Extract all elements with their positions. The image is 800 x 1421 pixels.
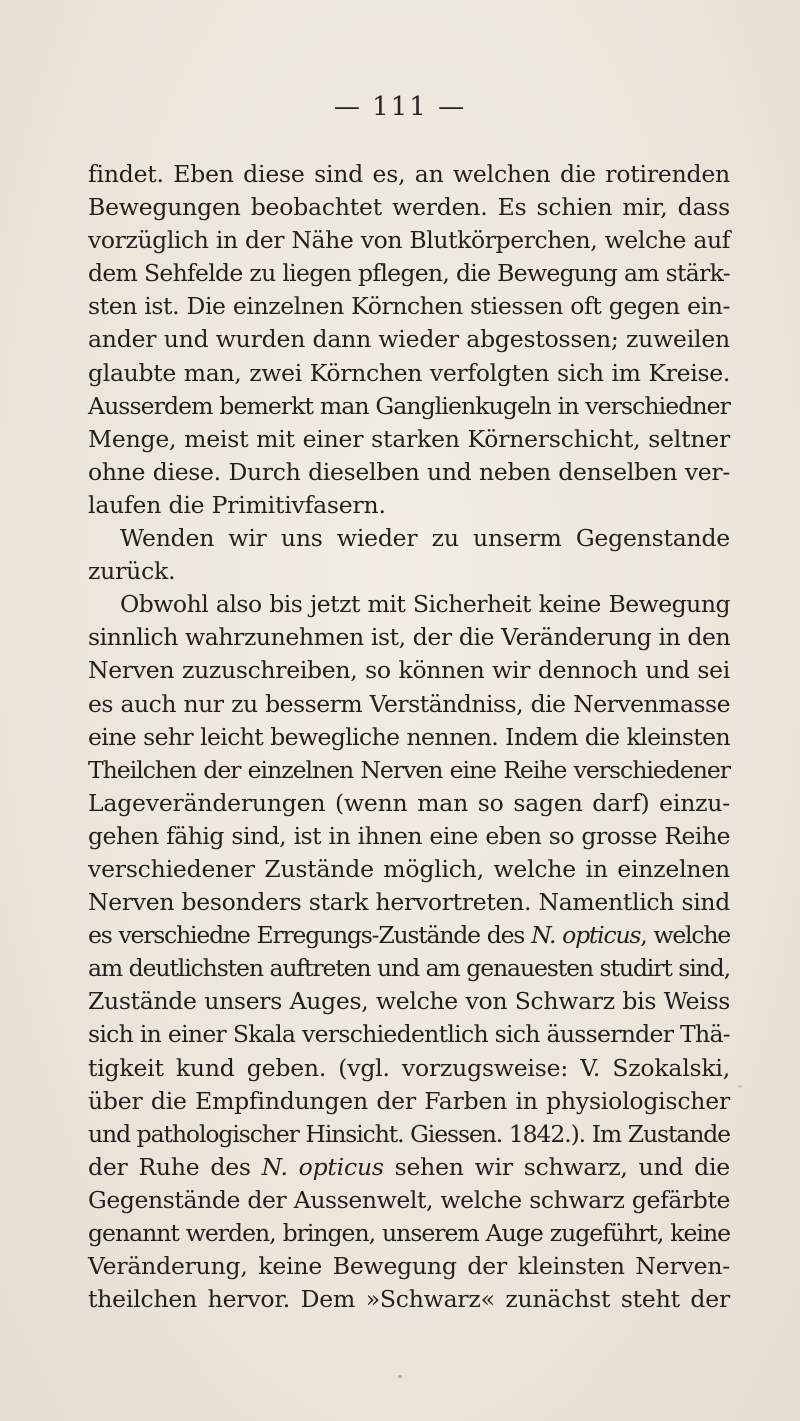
text-line: verschiedener Zustände möglich, welche in einzelnen [88,854,730,883]
text-line: am deutlichsten auftreten und am genauesten studirt sind, [88,954,730,983]
text-line: ohne diese. Durch dieselben und neben denselben ver- [88,457,730,486]
text-line: sten ist. Die einzelnen Körnchen stiessen oft gegen ein- [88,292,730,321]
text-line: Theilchen der einzelnen Nerven eine Reihe verschiedener [88,755,730,784]
text-line: Obwohl also bis jetzt mit Sicherheit keine Bewegung [120,590,730,619]
text-line: laufen die Primitivfasern. [88,490,386,519]
text-line: Nerven besonders stark hervortreten. Namentlich sind [88,888,730,917]
text-line: glaubte man, zwei Körnchen verfolgten sich im Kreise. [88,358,730,387]
text-line: Veränderung, keine Bewegung der kleinsten Nerven- [88,1252,730,1281]
text-line: theilchen hervor. Dem »Schwarz« zunächst steht der [88,1285,730,1314]
text-line: Lageveränderungen (wenn man so sagen darf) einzu- [88,788,730,817]
text-line: sinnlich wahrzunehmen ist, der die Veränderung in den [88,623,731,652]
text-line: eine sehr leicht bewegliche nennen. Indem die kleinsten [88,722,730,751]
text-line: Menge, meist mit einer starken Körnerschicht, seltner [88,424,730,453]
text-line: genannt werden, bringen, unserem Auge zugeführt, keine [88,1219,730,1247]
text-line: ander und wurden dann wieder abgestossen; zuweilen [88,325,730,354]
text-line: und pathologischer Hinsicht. Giessen. 1842.). Im Zustande [88,1119,730,1148]
paper-speck [398,1375,402,1378]
text-line: der Ruhe des N. opticus sehen wir schwarz, und die [88,1152,730,1181]
text-line: Bewegungen beobachtet werden. Es schien mir, dass [88,193,730,222]
text-line: Ausserdem bemerkt man Ganglienkugeln in verschiedner [88,391,730,420]
body-text [88,158,730,1316]
text-line: Wenden wir uns wieder zu unserm Gegenstande [120,524,730,553]
text-line: Gegenstände der Aussenwelt, welche schwarz gefärbte [88,1185,730,1214]
text-line: sich in einer Skala verschiedentlich sich äussernder Thä- [88,1020,730,1049]
text-line: vorzüglich in der Nähe von Blutkörperchen, welche auf [88,226,730,255]
text-line: gehen fähig sind, ist in ihnen eine eben so grosse Reihe [88,821,730,850]
text-line: Zustände unsers Auges, welche von Schwarz bis Weiss [88,987,730,1016]
paper-speck [738,1085,742,1088]
page-number: — 111 — [333,92,467,122]
text-line: zurück. [88,557,176,586]
text-line: es auch nur zu besserm Verständniss, die Nervenmasse [88,689,730,718]
text-line: dem Sehfelde zu liegen pflegen, die Bewegung am stärk- [88,259,730,288]
text-line: findet. Eben diese sind es, an welchen die rotirenden [88,160,730,188]
text-line: über die Empfindungen der Farben in physiologischer [88,1086,730,1115]
text-line: es verschiedne Erregungs-Zustände des N. opticus, welche [88,921,730,950]
text-line: Nerven zuzuschreiben, so können wir dennoch und sei [88,656,730,685]
text-line: tigkeit kund geben. (vgl. vorzugsweise: V. Szokalski, [88,1053,730,1082]
